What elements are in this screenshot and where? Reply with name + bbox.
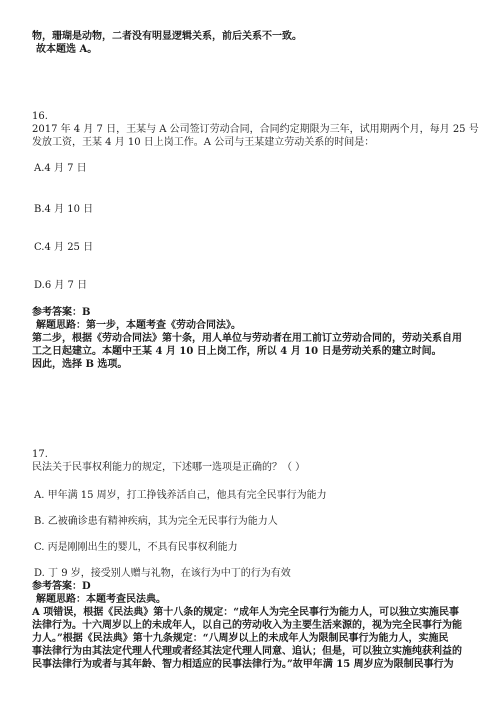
- question-17-analysis-title: 解题思路：本题考查民法典。: [36, 594, 166, 605]
- question-16-stem-line-1: 2017 年 4 月 7 日，王某与 A 公司签订劳动合同，合同约定期限为三年，试用期两个月，每月 25 号: [32, 124, 479, 135]
- previous-conclusion: 故本题选 A。: [36, 44, 98, 55]
- question-17-stem: 民法关于民事权利能力的规定，下述哪一选项是正确的？（ ）: [32, 462, 306, 473]
- question-17-analysis-line-1: A 项错误，根据《民法典》第十八条的规定：“成年人为完全民事行为能力人，可以独立实施民事: [32, 607, 459, 618]
- question-16-number: 16.: [32, 111, 48, 122]
- question-16-option-b: B.4 月 10 日: [34, 204, 94, 215]
- question-17-option-a: A. 甲年满 15 周岁，打工挣钱养活自己，他具有完全民事行为能力: [34, 490, 327, 501]
- question-16-answer: 参考答案：B: [32, 307, 91, 318]
- question-17-analysis-line-2: 法律行为。十六周岁以上的未成年人，以自己的劳动收入为主要生活来源的，视为完全民事行为能: [32, 620, 462, 631]
- question-17-option-b: B. 乙被确诊患有精神疾病，其为完全无民事行为能力人: [34, 516, 278, 527]
- question-16-option-c: C.4 月 25 日: [34, 242, 94, 253]
- question-16-stem-line-2: 发放工资，王某 4 月 10 日上岗工作。A 公司与王某建立劳动关系的时间是：: [32, 137, 375, 148]
- question-17-answer: 参考答案：D: [32, 581, 91, 592]
- question-17-number: 17.: [32, 449, 48, 460]
- question-17-analysis-line-4: 事法律行为由其法定代理人代理或者经其法定代理人同意、追认；但是，可以独立实施纯获利益的: [32, 646, 462, 657]
- question-16-option-a: A.4 月 7 日: [34, 163, 87, 174]
- question-17-option-d: D. 丁 9 岁，接受别人赠与礼物，在该行为中丁的行为有效: [34, 568, 291, 579]
- question-17-analysis-line-3: 力人。”根据《民法典》第十九条规定：“八周岁以上的未成年人为限制民事行为能力人，实施民: [32, 633, 449, 644]
- question-16-analysis-title: 解题思路：第一步，本题考查《劳动合同法》。: [36, 320, 241, 331]
- question-16-analysis-line-1: 第二步，根据《劳动合同法》第十条，用人单位与劳动者在用工前订立劳动合同的，劳动关系自用: [32, 333, 462, 344]
- question-17-option-c: C. 丙是刚刚出生的婴儿，不具有民事权利能力: [34, 542, 238, 553]
- question-16-analysis-line-3: 因此，选择 B 选项。: [32, 359, 128, 370]
- question-17-analysis-line-5: 民事法律行为或者与其年龄、智力相适应的民事法律行为。”故甲年满 15 周岁应为限制民事行为: [32, 659, 454, 670]
- question-16-option-d: D.6 月 7 日: [34, 280, 88, 291]
- previous-analysis-line: 物，珊瑚是动物，二者没有明显逻辑关系，前后关系不一致。: [32, 31, 302, 42]
- question-16-analysis-line-2: 工之日起建立。本题中王某 4 月 10 日上岗工作，所以 4 月 10 日是劳动关系的建立时间。: [32, 346, 442, 357]
